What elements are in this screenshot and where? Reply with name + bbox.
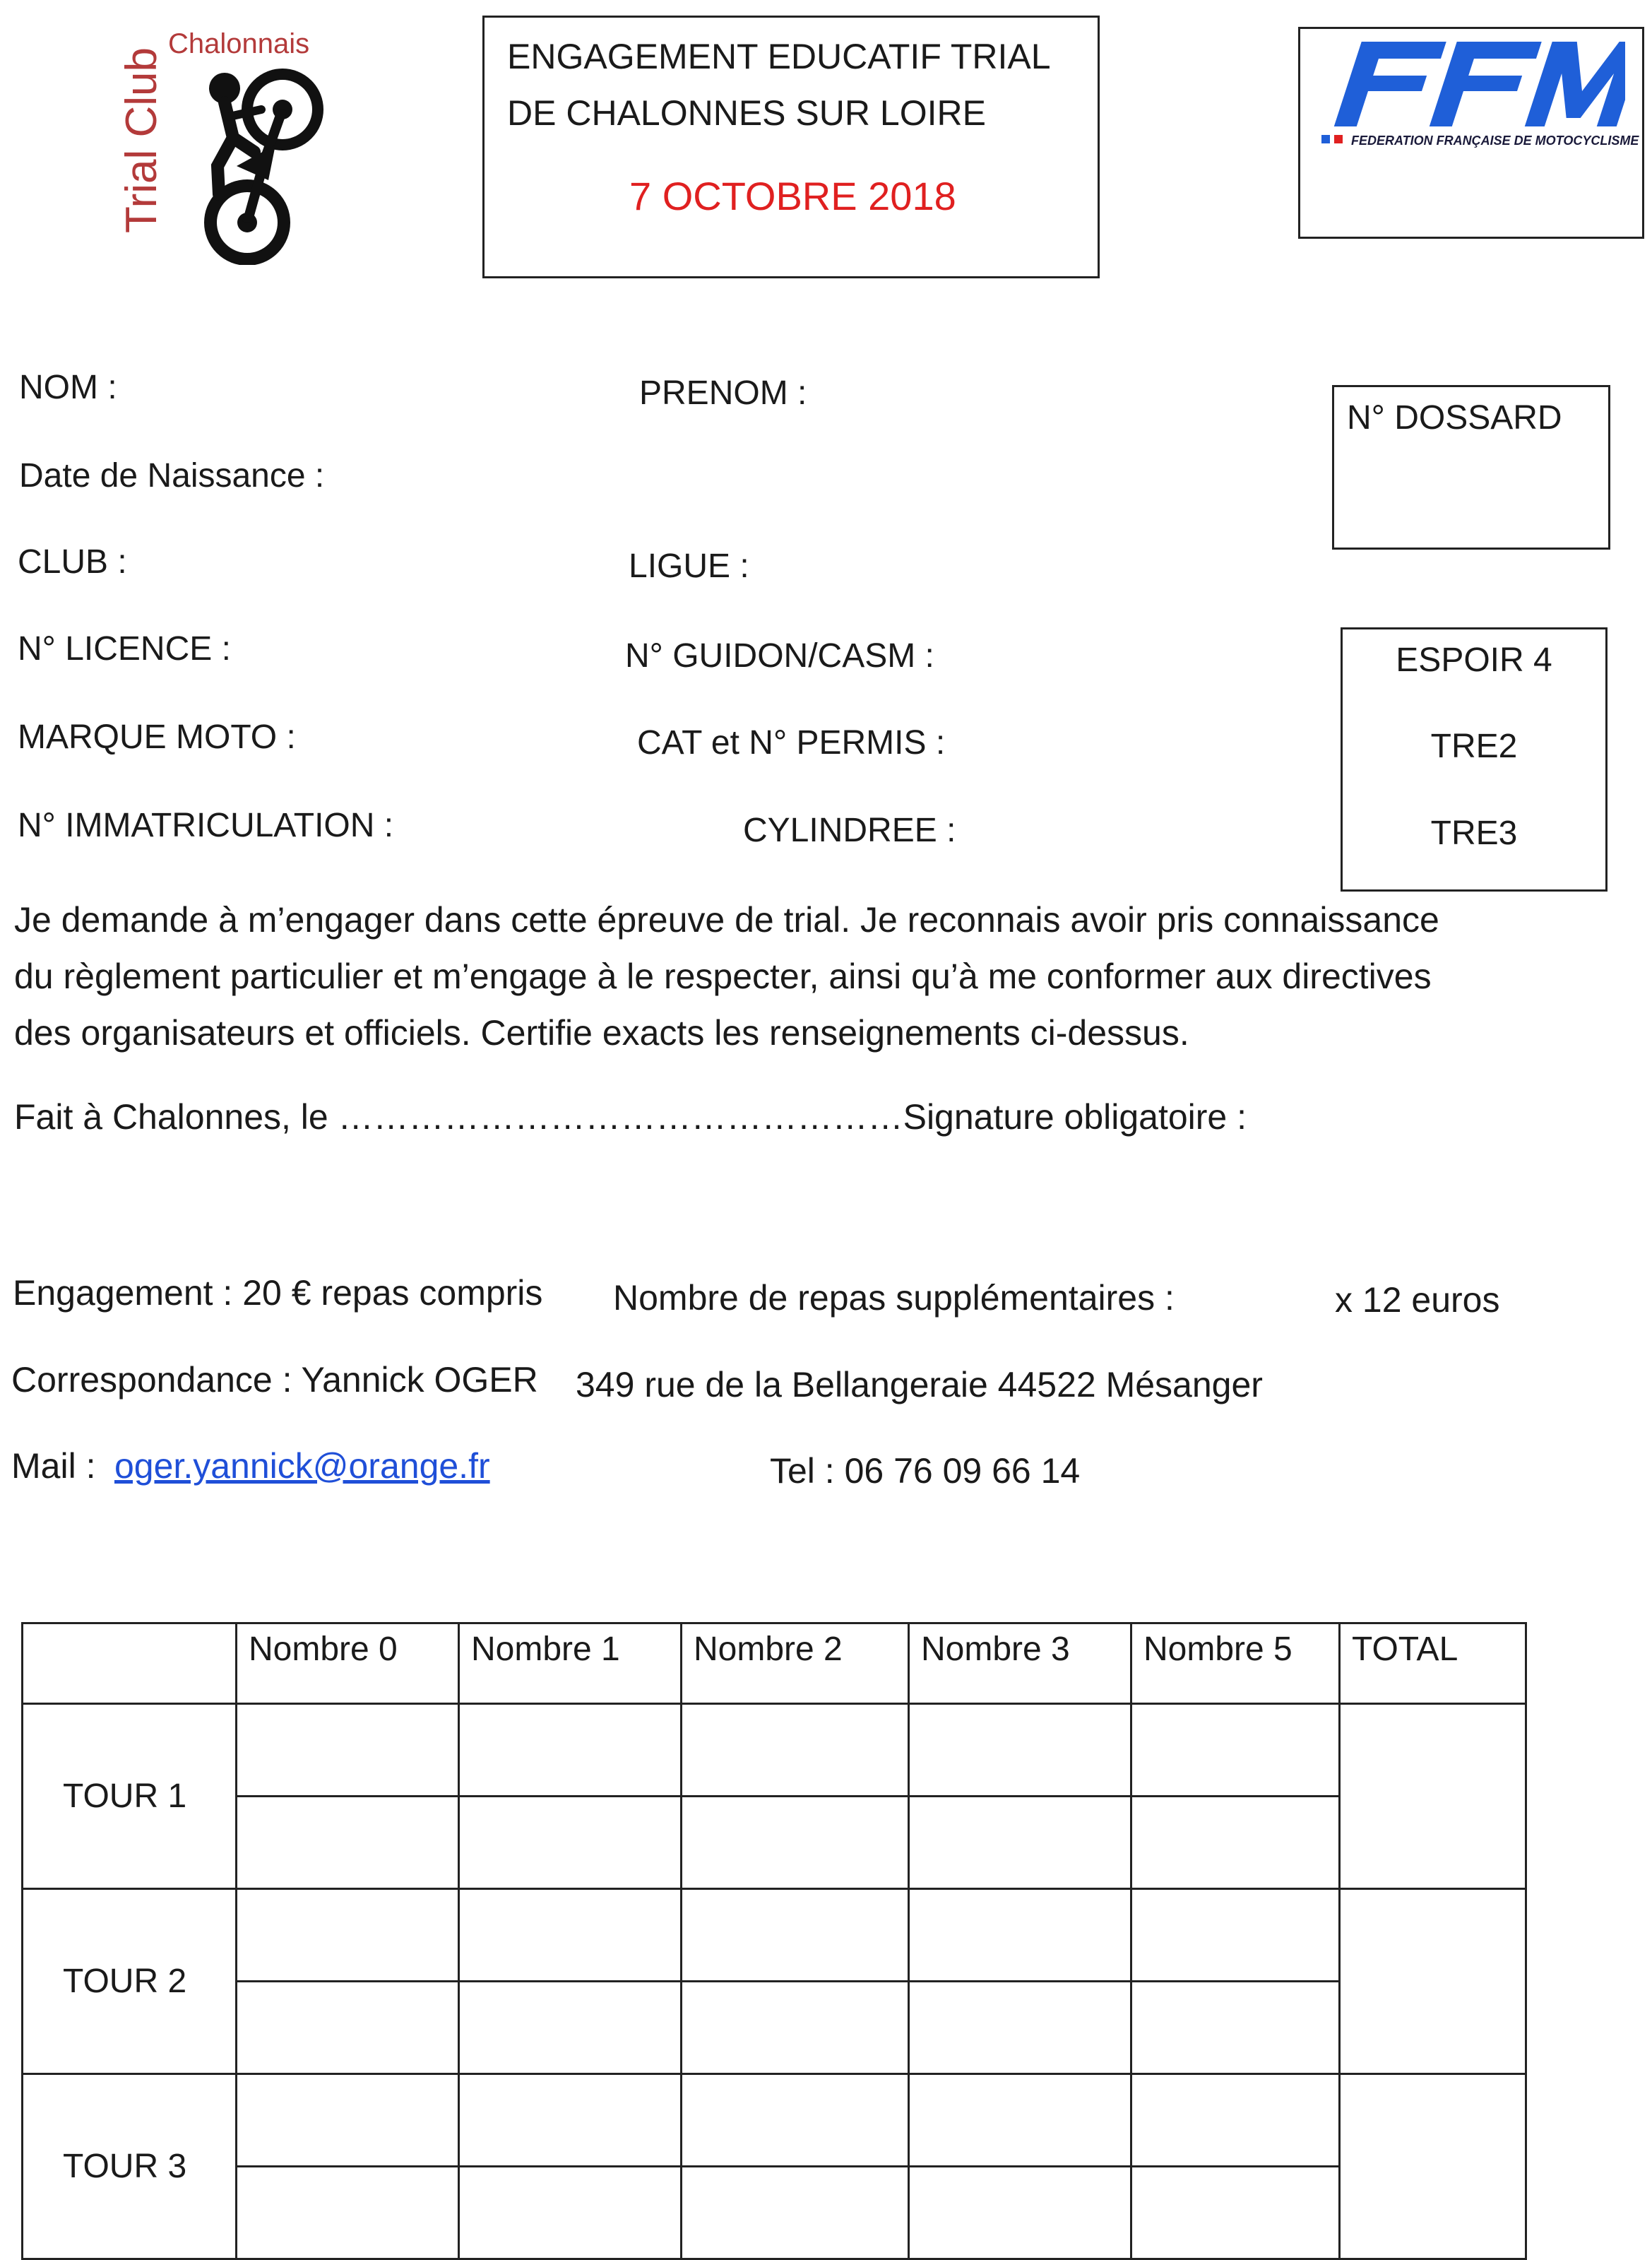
score-cell[interactable] [682,1982,909,2074]
score-cell[interactable] [682,1704,909,1797]
score-cell[interactable] [459,2167,682,2259]
score-cell[interactable] [459,1889,682,1982]
score-cell[interactable] [1131,1704,1340,1797]
score-cell[interactable] [237,1982,459,2074]
round-label-tour3: TOUR 3 [23,2074,237,2259]
dossard-box[interactable] [1332,385,1610,550]
correspondance-address: 349 rue de la Bellangeraie 44522 Mésanger [576,1365,1263,1404]
declaration-line-2: du règlement particulier et m’engage à le respecter, ainsi qu’à me conformer aux directives [14,957,1432,996]
club-label: CLUB : [18,543,127,581]
table-row [23,1704,1526,1797]
category-espoir4[interactable]: ESPOIR 4 [1396,641,1552,679]
event-date: 7 OCTOBRE 2018 [629,174,956,218]
score-cell[interactable] [682,1889,909,1982]
extra-meals-label[interactable]: Nombre de repas supplémentaires : [613,1278,1175,1318]
score-cell[interactable] [459,1797,682,1889]
score-cell[interactable] [682,2074,909,2167]
score-table [21,1622,1527,2260]
score-cell[interactable] [682,1797,909,1889]
dossard-label: N° DOSSARD [1347,399,1562,437]
score-cell[interactable] [1131,1889,1340,1982]
correspondance-name: Correspondance : Yannick OGER [11,1360,538,1400]
score-header-nombre0: Nombre 0 [237,1623,459,1704]
score-cell[interactable] [237,2167,459,2259]
ligue-label: LIGUE : [629,548,749,585]
title-line-2: DE CHALONNES SUR LOIRE [507,93,986,133]
naissance-label: Date de Naissance : [19,457,325,495]
score-header-nombre2: Nombre 2 [682,1623,909,1704]
ffm-flag-blue [1321,135,1330,143]
score-cell[interactable] [459,1704,682,1797]
cylindree-label: CYLINDREE : [743,812,956,849]
score-cell[interactable] [1131,2074,1340,2167]
prenom-label: PRENOM : [639,374,807,412]
score-cell[interactable] [237,1797,459,1889]
score-cell[interactable] [909,1704,1131,1797]
score-cell[interactable] [237,2074,459,2167]
category-box [1341,627,1608,892]
club-logo [113,21,346,247]
total-cell[interactable] [1340,1704,1526,1889]
score-cell[interactable] [909,1889,1131,1982]
trial-rider-icon [177,60,346,265]
score-header-nombre3: Nombre 3 [909,1623,1131,1704]
ffm-flag-red [1334,135,1343,143]
nom-label: NOM : [19,369,117,406]
score-cell[interactable] [459,2074,682,2167]
table-row [23,1797,1526,1889]
table-row [23,2167,1526,2259]
score-cell[interactable] [459,1982,682,2074]
declaration-line-1: Je demande à m’engager dans cette épreuve de trial. Je reconnais avoir pris connaissance [14,900,1439,940]
score-header-empty [23,1623,237,1704]
declaration-line-3: des organisateurs et officiels. Certifie exacts les renseignements ci-dessus. [14,1013,1189,1053]
ffm-subtitle: FEDERATION FRANÇAISE DE MOTOCYCLISME [1351,134,1639,148]
mail-link[interactable]: oger.yannick@orange.fr [114,1446,490,1486]
marque-label: MARQUE MOTO : [18,718,296,756]
score-cell[interactable] [1131,1982,1340,2074]
round-label-tour1: TOUR 1 [23,1704,237,1889]
score-cell[interactable] [909,1797,1131,1889]
declaration-paragraph [14,892,1639,1061]
telephone: Tel : 06 76 09 66 14 [770,1451,1081,1491]
table-row [23,1889,1526,1982]
category-tre3[interactable]: TRE3 [1430,815,1518,852]
score-cell[interactable] [1131,2167,1340,2259]
immatriculation-label: N° IMMATRICULATION : [18,807,394,844]
permis-label: CAT et N° PERMIS : [637,724,946,762]
ffm-logo-icon [1321,35,1625,134]
title-line-1: ENGAGEMENT EDUCATIF TRIAL [507,37,1051,76]
signature-line[interactable]: Fait à Chalonnes, le …………………………………………Signature obligatoire : [14,1097,1247,1137]
score-cell[interactable] [237,1889,459,1982]
score-cell[interactable] [909,2074,1131,2167]
table-row [23,2074,1526,2167]
score-header-total: TOTAL [1340,1623,1526,1704]
score-header-nombre1: Nombre 1 [459,1623,682,1704]
total-cell[interactable] [1340,1889,1526,2074]
total-cell[interactable] [1340,2074,1526,2259]
ffm-logo-box [1298,27,1644,239]
score-cell[interactable] [909,2167,1131,2259]
score-cell[interactable] [682,2167,909,2259]
mail-label: Mail : [11,1446,96,1486]
score-cell[interactable] [237,1704,459,1797]
club-logo-vertical-text: Trial Club [117,47,166,233]
licence-label: N° LICENCE : [18,630,231,668]
category-tre2[interactable]: TRE2 [1430,728,1518,765]
title-box [482,16,1100,278]
round-label-tour2: TOUR 2 [23,1889,237,2074]
score-cell[interactable] [1131,1797,1340,1889]
club-logo-horizontal-text: Chalonnais [168,28,310,59]
score-cell[interactable] [909,1982,1131,2074]
guidon-label: N° GUIDON/CASM : [625,637,934,675]
table-row [23,1982,1526,2074]
score-header-nombre5: Nombre 5 [1131,1623,1340,1704]
score-table-header-row [23,1623,1526,1704]
engagement-fee: Engagement : 20 € repas compris [13,1273,543,1313]
meal-price: x 12 euros [1335,1280,1500,1320]
